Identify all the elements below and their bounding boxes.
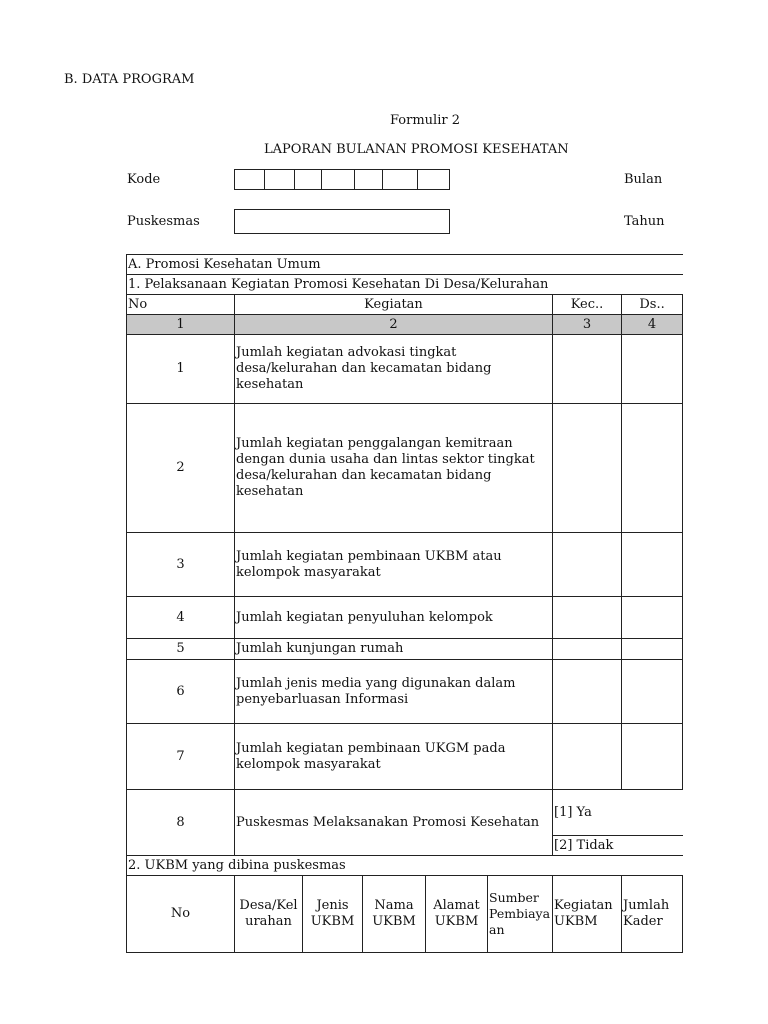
table-row xyxy=(127,639,683,660)
header-kec: Kec.. xyxy=(553,295,622,315)
row-ds-cell[interactable] xyxy=(622,533,683,597)
table-row xyxy=(127,724,683,790)
ukbm-header-nama: Nama UKBM xyxy=(363,876,426,953)
row-kegiatan: Jumlah kegiatan advokasi tingkat desa/kelurahan dan kecamatan bidang kesehatan xyxy=(235,335,553,404)
kode-digit-box[interactable] xyxy=(295,170,322,189)
ukbm-header-jenis: Jenis UKBM xyxy=(303,876,363,953)
kode-label: Kode xyxy=(127,172,161,187)
section-a-row xyxy=(127,255,683,275)
tahun-label: Tahun xyxy=(624,214,665,229)
kode-digit-box[interactable] xyxy=(418,170,442,189)
table-row xyxy=(127,533,683,597)
ukbm-header-row xyxy=(127,876,683,953)
row-no: 2 xyxy=(127,404,235,533)
section-2-label: 2. UKBM yang dibina puskesmas xyxy=(127,856,683,876)
ukbm-header-desa: Desa/Kelurahan xyxy=(235,876,303,953)
col-number: 4 xyxy=(622,315,683,335)
row-kegiatan: Jumlah kegiatan penyuluhan kelompok xyxy=(235,597,553,639)
table-row xyxy=(127,404,683,533)
section-title: B. DATA PROGRAM xyxy=(64,72,195,87)
row-ds-cell[interactable] xyxy=(622,335,683,404)
row-ds-cell[interactable] xyxy=(622,404,683,533)
table-row xyxy=(127,335,683,404)
row-kec-cell[interactable] xyxy=(553,597,622,639)
row-kec-cell[interactable] xyxy=(553,533,622,597)
row-no: 1 xyxy=(127,335,235,404)
section-1-row xyxy=(127,275,683,295)
table-row-8 xyxy=(127,790,683,836)
row-kegiatan: Jumlah kegiatan penggalangan kemitraan dengan dunia usaha dan lintas sektor tingkat desa/kelurahan dan kecamatan bidang kesehatan xyxy=(235,404,553,533)
kode-digit-box[interactable] xyxy=(235,170,265,189)
row-ds-cell[interactable] xyxy=(622,724,683,790)
row-no: 5 xyxy=(127,639,235,660)
header-row xyxy=(127,295,683,315)
column-number-row xyxy=(127,315,683,335)
row-kegiatan: Puskesmas Melaksanakan Promosi Kesehatan xyxy=(235,790,553,856)
header-no: No xyxy=(127,295,235,315)
puskesmas-label: Puskesmas xyxy=(127,214,200,229)
puskesmas-input[interactable] xyxy=(234,209,450,234)
row-kegiatan: Jumlah jenis media yang digunakan dalam penyebarluasan Informasi xyxy=(235,660,553,724)
table-row xyxy=(127,660,683,724)
kode-digit-box[interactable] xyxy=(265,170,295,189)
row-ds-cell[interactable] xyxy=(622,597,683,639)
kode-digit-box[interactable] xyxy=(322,170,355,189)
ukbm-header-kegiatan: Kegiatan UKBM xyxy=(553,876,622,953)
header-ds: Ds.. xyxy=(622,295,683,315)
bulan-label: Bulan xyxy=(624,172,663,187)
row-no: 7 xyxy=(127,724,235,790)
table-row xyxy=(127,597,683,639)
kode-input-boxes[interactable] xyxy=(234,169,450,190)
section-a-label: A. Promosi Kesehatan Umum xyxy=(127,255,683,275)
row-ds-cell[interactable] xyxy=(622,639,683,660)
row-ds-cell[interactable] xyxy=(622,660,683,724)
section-1-label: 1. Pelaksanaan Kegiatan Promosi Kesehatan Di Desa/Kelurahan xyxy=(127,275,683,295)
option-tidak[interactable]: [2] Tidak xyxy=(553,836,683,856)
row-no: 6 xyxy=(127,660,235,724)
row-kegiatan: Jumlah kegiatan pembinaan UKBM atau kelompok masyarakat xyxy=(235,533,553,597)
ukbm-header-alamat: Alamat UKBM xyxy=(426,876,488,953)
row-kegiatan: Jumlah kegiatan pembinaan UKGM pada kelompok masyarakat xyxy=(235,724,553,790)
promosi-kesehatan-table xyxy=(126,254,683,953)
kode-digit-box[interactable] xyxy=(383,170,418,189)
col-number: 1 xyxy=(127,315,235,335)
row-no: 4 xyxy=(127,597,235,639)
row-kegiatan: Jumlah kunjungan rumah xyxy=(235,639,553,660)
kode-digit-box[interactable] xyxy=(355,170,383,189)
row-kec-cell[interactable] xyxy=(553,724,622,790)
option-ya[interactable]: [1] Ya xyxy=(553,790,683,836)
col-number: 2 xyxy=(235,315,553,335)
form-number: Formulir 2 xyxy=(390,113,460,128)
row-kec-cell[interactable] xyxy=(553,404,622,533)
header-kegiatan: Kegiatan xyxy=(235,295,553,315)
row-kec-cell[interactable] xyxy=(553,660,622,724)
ukbm-header-kader: Jumlah Kader xyxy=(622,876,683,953)
col-number: 3 xyxy=(553,315,622,335)
ukbm-header-no: No xyxy=(127,876,235,953)
row-no: 8 xyxy=(127,790,235,856)
row-kec-cell[interactable] xyxy=(553,639,622,660)
report-title: LAPORAN BULANAN PROMOSI KESEHATAN xyxy=(264,142,569,157)
ukbm-header-sumber: Sumber Pembiayaan xyxy=(488,876,553,953)
row-no: 3 xyxy=(127,533,235,597)
row-kec-cell[interactable] xyxy=(553,335,622,404)
section-2-row xyxy=(127,856,683,876)
